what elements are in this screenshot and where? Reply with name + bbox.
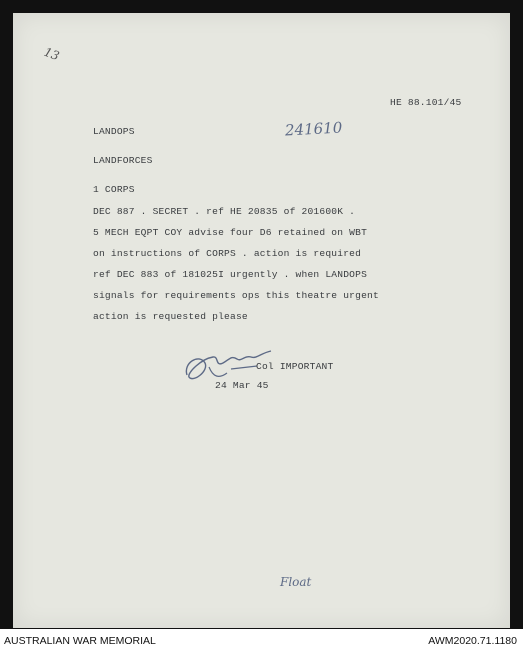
document-date: 24 Mar 45 — [215, 380, 269, 391]
corner-pencil-mark: 13 — [42, 44, 62, 64]
document-page — [13, 13, 510, 628]
signature-block: Col IMPORTANT — [256, 361, 334, 372]
body-line-3: on instructions of CORPS . action is required — [93, 248, 362, 259]
footer-accession-number: AWM2020.71.1180 — [428, 635, 517, 647]
archive-footer — [0, 629, 523, 653]
addressee-line: 1 CORPS — [93, 184, 135, 195]
document-reference: HE 88.101/45 — [390, 97, 462, 108]
to-line: LANDOPS — [93, 126, 135, 137]
footer-institution: AUSTRALIAN WAR MEMORIAL — [4, 635, 156, 647]
body-line-6: action is requested please — [93, 311, 248, 322]
body-line-4: ref DEC 883 of 181025I urgently . when LANDOPS — [93, 269, 368, 280]
body-line-2: 5 MECH EQPT COY advise four D6 retained on WBT — [93, 227, 368, 238]
body-line-5: signals for requirements ops this theatre urgent — [93, 290, 379, 301]
body-line-1: DEC 887 . SECRET . ref HE 20835 of 201600K . — [93, 206, 356, 217]
from-line: LANDFORCES — [93, 155, 153, 166]
handwritten-number: 241610 — [284, 118, 343, 140]
bottom-handwritten-note: Float — [280, 575, 312, 589]
